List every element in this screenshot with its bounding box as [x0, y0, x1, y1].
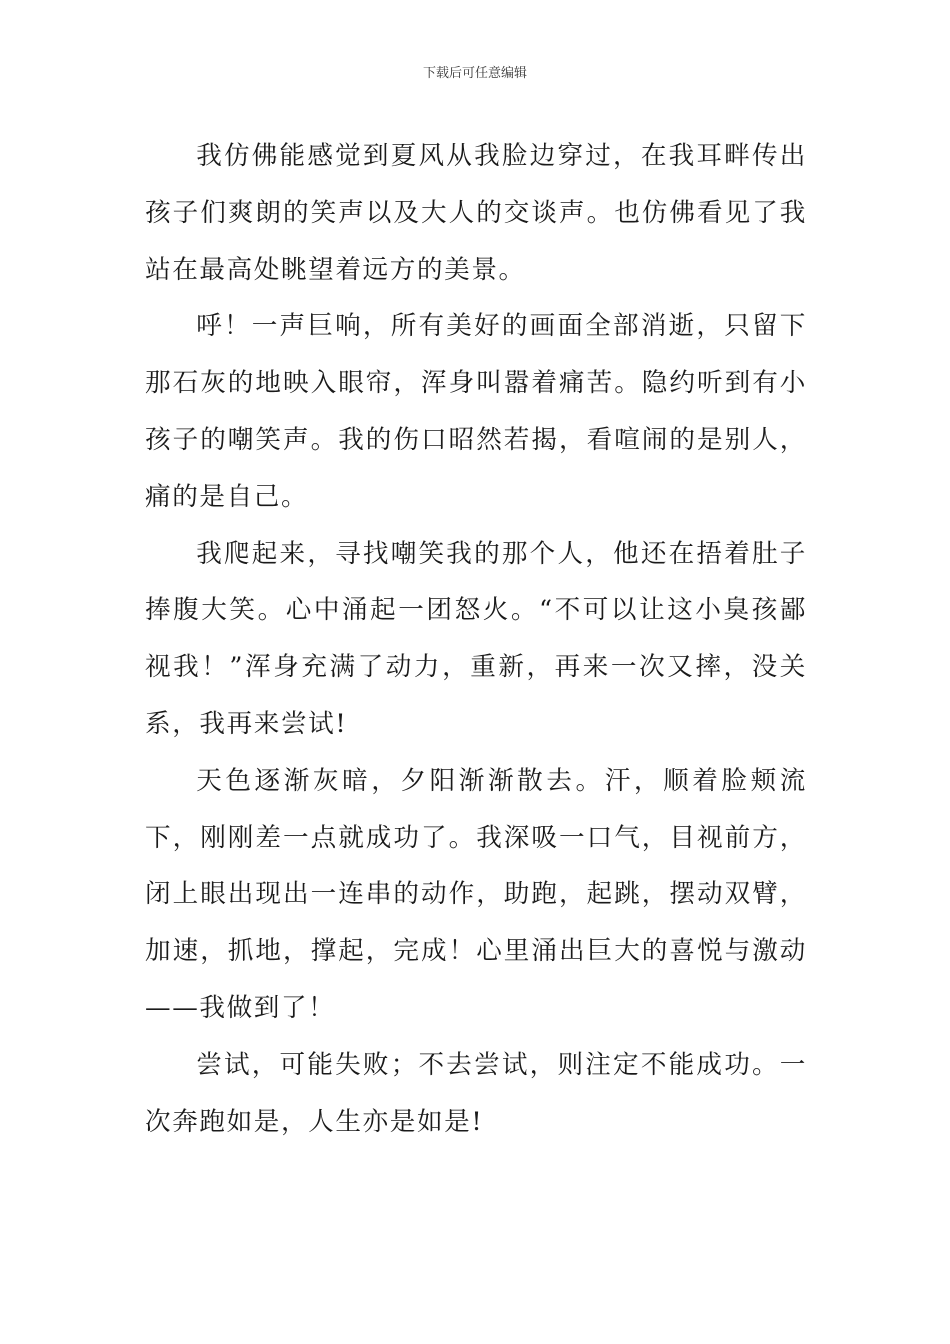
paragraph: 我仿佛能感觉到夏风从我脸边穿过，在我耳畔传出孩子们爽朗的笑声以及大人的交谈声。也仿佛看见了我站在最高处眺望着远方的美景。 [145, 141, 807, 285]
page-header: 下载后可任意编辑 [422, 66, 527, 81]
paragraph: 天色逐渐灰暗，夕阳渐渐散去。汗，顺着脸颊流下，刚刚差一点就成功了。我深吸一口气，目视前方，闭上眼出现出一连串的动作，助跑，起跳，摆动双臂，加速，抓地，撑起，完成！心里涌出巨大的喜悦与激动——我做到了！ [145, 765, 807, 1023]
paragraph: 呼！一声巨响，所有美好的画面全部消逝，只留下那石灰的地映入眼帘，浑身叫嚣着痛苦。隐约听到有小孩子的嘲笑声。我的伤口昭然若揭，看喧闹的是别人，痛的是自己。 [145, 311, 807, 512]
document-body [145, 128, 807, 1150]
paragraph: 我爬起来，寻找嘲笑我的那个人，他还在捂着肚子捧腹大笑。心中涌起一团怒火。“不可以让这小臭孩鄙视我！”浑身充满了动力，重新，再来一次又摔，没关系，我再来尝试! [145, 538, 807, 739]
paragraph: 尝试，可能失败；不去尝试，则注定不能成功。一次奔跑如是，人生亦是如是! [145, 1049, 807, 1137]
